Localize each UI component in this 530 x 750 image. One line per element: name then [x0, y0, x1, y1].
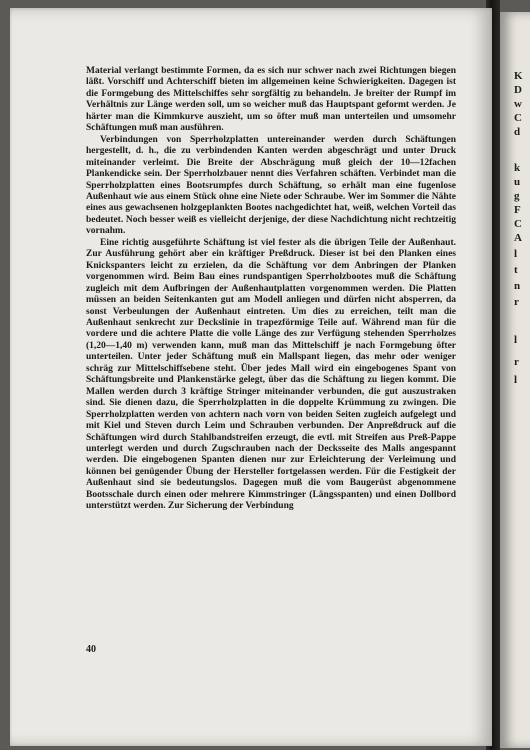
facing-page-letter: C — [514, 112, 522, 124]
facing-page-letter: g — [514, 190, 520, 202]
facing-page-letter: l — [514, 248, 518, 260]
facing-page-letter: l — [514, 374, 518, 386]
facing-page-letter: K — [514, 70, 523, 82]
facing-page-letter: C — [514, 218, 522, 230]
facing-page-edge — [500, 12, 530, 748]
paragraph: Verbindungen von Sperrholzplatten untereinander werden durch Schäftungen hergestellt, d. h., die zu verbindenden Kanten werden abgeschrägt und unter Druck miteinander verleimt. Die Breite der Abschrägung muß gleich der 10—12fachen Plankendicke sein. Der Sperrholzbauer nennt dies Verfahren schäften. Verbindet man die Sperrholzplatten eines Bootsrumpfes durch Schäftung, so erhält man eine fugenlose Außenhaut wie aus einem Stück ohne eine Niete oder Schraube. Wer im Sommer die Nähte eines aus gewachsenen holzgeplankten Bootes nachgedichtet hat, weiß, welchen Vorteil das bedeutet. Noch besser weiß es vielleicht derjenige, der diese Nachdichtung nicht rechtzeitig vornahm. — [86, 134, 456, 237]
facing-page-letter: k — [514, 162, 521, 174]
paragraph: Material verlangt bestimmte Formen, da es sich nur schwer nach zwei Richtungen biegen läßt. Vorschiff und Achterschiff bieten im allgemeinen keine Schwierigkeiten. Dagegen ist die Formgebung des Mittelschiffes sehr sorgfältig zu behandeln. Je breiter der Rumpf im Verhältnis zur Länge werden soll, um so weicher muß das Hauptspant geformt werden. Je härter man die Kimmkurve auszieht, um so öfter muß man unterteilen und umsomehr Schäftungen muß man ausführen. — [86, 66, 456, 134]
facing-page-letter: t — [514, 264, 518, 276]
facing-page-letter: A — [514, 232, 522, 244]
facing-page-letter: r — [514, 296, 519, 308]
facing-page-letter: F — [514, 204, 521, 216]
body-text — [86, 66, 456, 513]
facing-page-letter: n — [514, 280, 521, 292]
facing-page-letter: d — [514, 126, 521, 138]
facing-page-letter: r — [514, 356, 519, 368]
page-number: 40 — [86, 644, 96, 655]
facing-page-letter: w — [514, 98, 522, 110]
paragraph: Eine richtig ausgeführte Schäftung ist viel fester als die übrigen Teile der Außenhaut. Zur Ausführung gehört aber ein kräftiger Preßdruck. Dieser ist bei den Planken eines Knickspanters leicht zu erzielen, da die Schäftung vor dem Anbringen der Planken vorgenommen wird. Beim Bau eines rundspantigen Sperrholzbootes muß die Schäftung zugleich mit dem Aufbringen der Außenhautplatten vorgenommen werden. Die Platten müssen an beiden Seitenkanten gut am Modell anliegen und dürfen nicht absperren, da sonst Verbeulungen der Außenhaut eintreten. Um dies zu erreichen, teilt man die Außenhaut senkrecht zur Deckslinie in trapezförmige Teile auf. Während man für die vordere und die achtere Platte die volle Länge des zur Verfügung stehenden Sperrholzes (1,20—1,40 m) verwenden kann, muß man das Mittelschiff je nach Formgebung öfter unterteilen. Unter jeder Schäftung muß ein Mallspant liegen, das mehr oder weniger schräg zur Mittelschiffsebene steht. Über jedes Mall wird ein eingebogenes Spant von Schäftungsbreite und Plankenstärke gelegt, über das die Schäftung zu liegen kommt. Die Mallen werden durch 3 kräftige Stringer miteinander verbunden, die gut auszustraken sind. Sie dienen dazu, die Sperrholzplatten in die doppelte Krümmung zu zwingen. Die Sperrholzplatten werden von achtern nach vorn von beiden Seiten zugleich aufgelegt und mit Kiel und Steven durch Leim und Schrauben verbunden. Der Anpreßdruck auf die Schäftungen wird durch Stahlbandstreifen erzeugt, die evtl. mit Streifen aus Preß-Pappe unterlegt werden und durch Zugschrauben nach der Decksseite des Malls angespannt werden. Die eingebogenen Spanten dienen nur zur Erleichterung der Verleimung und können bei genügender Übung der Hersteller fortgelassen werden. Für die Festigkeit der Außenhaut sind sie bedeutungslos. Dagegen muß die vom Baugerüst abgenommene Bootsschale durch einen oder mehrere Kimmstringer (Längsspanten) und einen Dollbord unterstützt werden. Zur Sicherung der Verbindung — [86, 237, 456, 512]
facing-page-letter: D — [514, 84, 522, 96]
facing-page-letter: l — [514, 334, 518, 346]
facing-page-letter: u — [514, 176, 521, 188]
